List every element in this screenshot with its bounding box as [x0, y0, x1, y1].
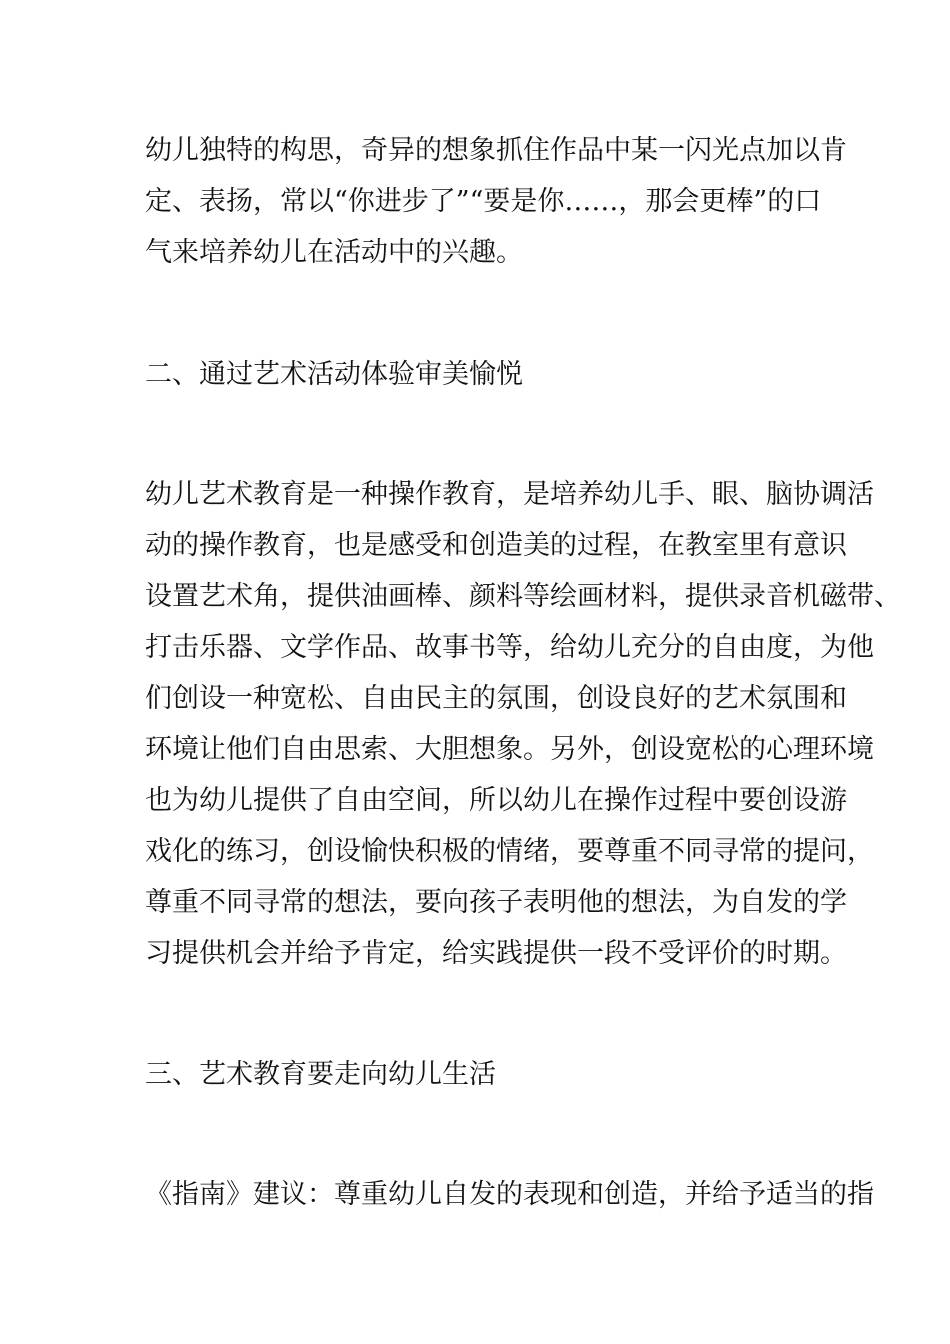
paragraph-line: 环境让他们自由思索、大胆想象。另外，创设宽松的心理环境	[145, 734, 874, 765]
paragraph-line: 打击乐器、文学作品、故事书等，给幼儿充分的自由度，为他	[145, 632, 874, 663]
paragraph-line: 设置艺术角，提供油画棒、颜料等绘画材料，提供录音机磁带、	[145, 581, 901, 612]
paragraph-line: 幼儿艺术教育是一种操作教育，是培养幼儿手、眼、脑协调活	[145, 479, 874, 510]
paragraph-line: 戏化的练习，创设愉快积极的情绪，要尊重不同寻常的提问，	[145, 836, 874, 867]
paragraph-line: 《指南》建议：尊重幼儿自发的表现和创造，并给予适当的指	[145, 1179, 874, 1210]
paragraph-line: 尊重不同寻常的想法，要向孩子表明他的想法，为自发的学	[145, 887, 847, 918]
paragraph-line: 们创设一种宽松、自由民主的氛围，创设良好的艺术氛围和	[145, 683, 847, 714]
section-heading-3: 三、艺术教育要走向幼儿生活	[145, 1059, 496, 1090]
section-heading-2: 二、通过艺术活动体验审美愉悦	[145, 359, 523, 390]
paragraph-line: 也为幼儿提供了自由空间，所以幼儿在操作过程中要创设游	[145, 785, 847, 816]
paragraph-line: 气来培养幼儿在活动中的兴趣。	[145, 237, 523, 268]
paragraph-line: 动的操作教育，也是感受和创造美的过程，在教室里有意识	[145, 530, 847, 561]
paragraph-line: 幼儿独特的构思，奇异的想象抓住作品中某一闪光点加以肯	[145, 135, 847, 166]
paragraph-line: 习提供机会并给予肯定，给实践提供一段不受评价的时期。	[145, 938, 847, 969]
paragraph-line: 定、表扬，常以“你进步了”“要是你……，那会更棒”的口	[145, 186, 822, 217]
